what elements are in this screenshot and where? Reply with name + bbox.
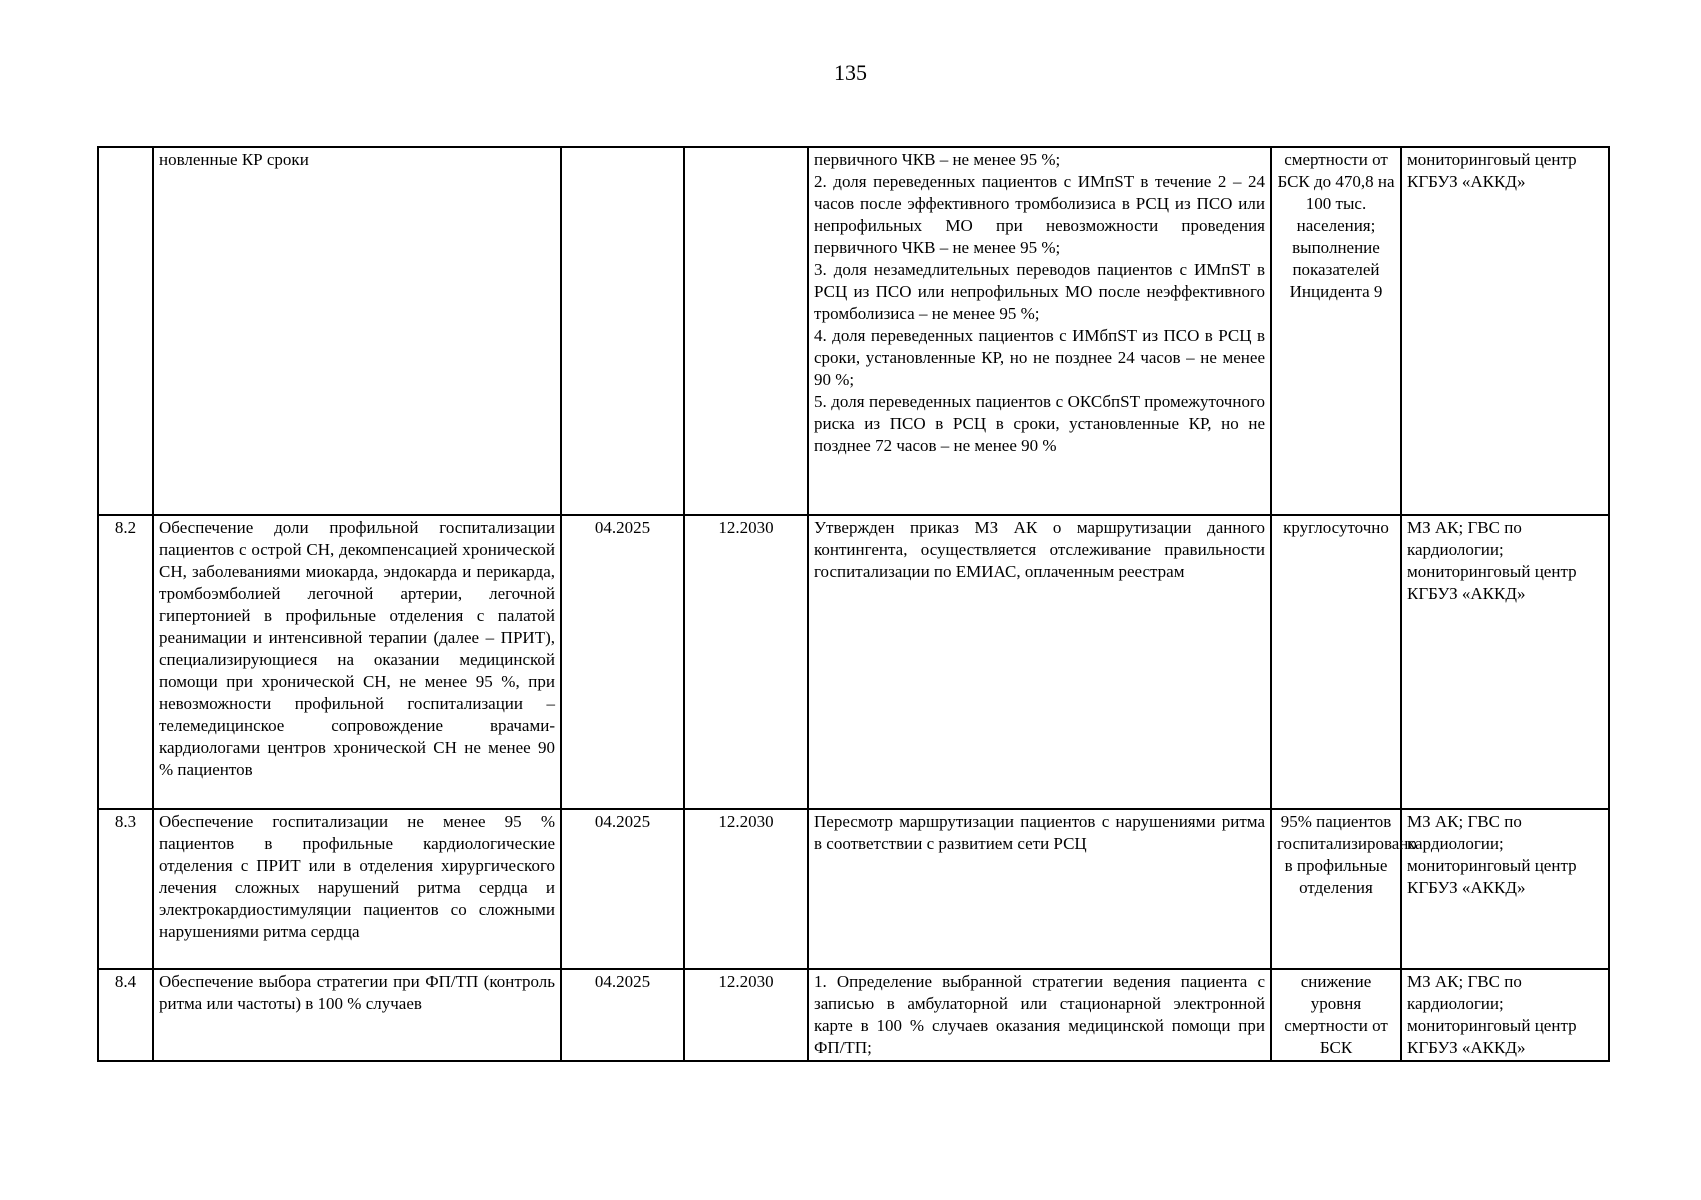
- row-number: 8.2: [98, 515, 153, 809]
- indicator-cell: снижение уровня смертности от БСК: [1271, 969, 1401, 1061]
- task-cell: Обеспечение доли профильной госпитализации пациентов с острой СН, декомпенсацией хронической СН, заболеваниями миокарда, эндокарда и перикарда, тромбоэмболией легочной артерии, легочной гипертонией в профильные отделения с палатой реанимации и интенсивной терапии (далее – ПРИТ), специализирующиеся на оказании медицинской помощи при хронической СН, не менее 95 %, при невозможности профильной госпитализации – телемедицинское сопровождение врачами-кардиологами центров хронической СН не менее 90 % пациентов: [153, 515, 561, 809]
- result-line: первичного ЧКВ – не менее 95 %;: [814, 150, 1061, 169]
- indicator-cell: круглосуточно: [1271, 515, 1401, 809]
- indicator-cell: 95% пациентов госпитализировано в профильные отделения: [1271, 809, 1401, 969]
- row-number: 8.4: [98, 969, 153, 1061]
- end-date-cell: [684, 147, 808, 515]
- table-row: [98, 147, 1609, 515]
- row-number: 8.3: [98, 809, 153, 969]
- result-line: Утвержден приказ МЗ АК о маршрутизации данного контингента, осуществляется отслеживание правильности госпитализации по ЕМИАС, оплаченным реестрам: [814, 518, 1265, 581]
- start-date-cell: [561, 147, 684, 515]
- result-line: 1. Определение выбранной стратегии ведения пациента с записью в амбулаторной или стационарной электронной карте в 100 % случаев оказания медицинской помощи при ФП/ТП;: [814, 972, 1265, 1057]
- result-cell: [808, 969, 1271, 1061]
- result-cell: [808, 147, 1271, 515]
- task-cell: Обеспечение госпитализации не менее 95 % пациентов в профильные кардиологические отделения с ПРИТ или в отделения хирургического лечения сложных нарушений ритма сердца и электрокардиостимуляции пациентов со сложными нарушениями ритма сердца: [153, 809, 561, 969]
- result-line: 5. доля переведенных пациентов с ОКСбпST промежуточного риска из ПСО в РСЦ в сроки, установленные КР, но не позднее 72 часов – не менее 90 %: [814, 392, 1265, 455]
- table-row: [98, 515, 1609, 809]
- responsible-cell: МЗ АК; ГВС по кардиологии; мониторинговый центр КГБУЗ «АККД»: [1401, 515, 1609, 809]
- page-number: 135: [834, 60, 867, 85]
- task-cell: новленные КР сроки: [153, 147, 561, 515]
- result-line: 4. доля переведенных пациентов с ИМбпST из ПСО в РСЦ в сроки, установленные КР, но не позднее 24 часов – не менее 90 %;: [814, 326, 1265, 389]
- task-cell: Обеспечение выбора стратегии при ФП/ТП (контроль ритма или частоты) в 100 % случаев: [153, 969, 561, 1061]
- responsible-cell: МЗ АК; ГВС по кардиологии; мониторинговый центр КГБУЗ «АККД»: [1401, 969, 1609, 1061]
- result-cell: [808, 515, 1271, 809]
- responsible-cell: МЗ АК; ГВС по кардиологии; мониторинговый центр КГБУЗ «АККД»: [1401, 809, 1609, 969]
- measures-table: [97, 146, 1610, 1062]
- indicator-cell: смертности от БСК до 470,8 на 100 тыс. населения; выполнение показателей Инцидента 9: [1271, 147, 1401, 515]
- table-row: [98, 969, 1609, 1061]
- end-date-cell: 12.2030: [684, 809, 808, 969]
- start-date-cell: 04.2025: [561, 809, 684, 969]
- result-line: Пересмотр маршрутизации пациентов с нарушениями ритма в соответствии с развитием сети РСЦ: [814, 812, 1265, 853]
- result-line: 3. доля незамедлительных переводов пациентов с ИМпST в РСЦ из ПСО или непрофильных МО после неэффективного тромболизиса – не менее 95 %;: [814, 260, 1265, 323]
- start-date-cell: 04.2025: [561, 969, 684, 1061]
- responsible-cell: мониторинговый центр КГБУЗ «АККД»: [1401, 147, 1609, 515]
- row-number: [98, 147, 153, 515]
- result-line: 2. доля переведенных пациентов с ИМпST в течение 2 – 24 часов после эффективного тромболизиса в РСЦ из ПСО или непрофильных МО при невозможности проведения первичного ЧКВ – не менее 95 %;: [814, 172, 1265, 257]
- end-date-cell: 12.2030: [684, 969, 808, 1061]
- result-cell: [808, 809, 1271, 969]
- table-row: [98, 809, 1609, 969]
- start-date-cell: 04.2025: [561, 515, 684, 809]
- end-date-cell: 12.2030: [684, 515, 808, 809]
